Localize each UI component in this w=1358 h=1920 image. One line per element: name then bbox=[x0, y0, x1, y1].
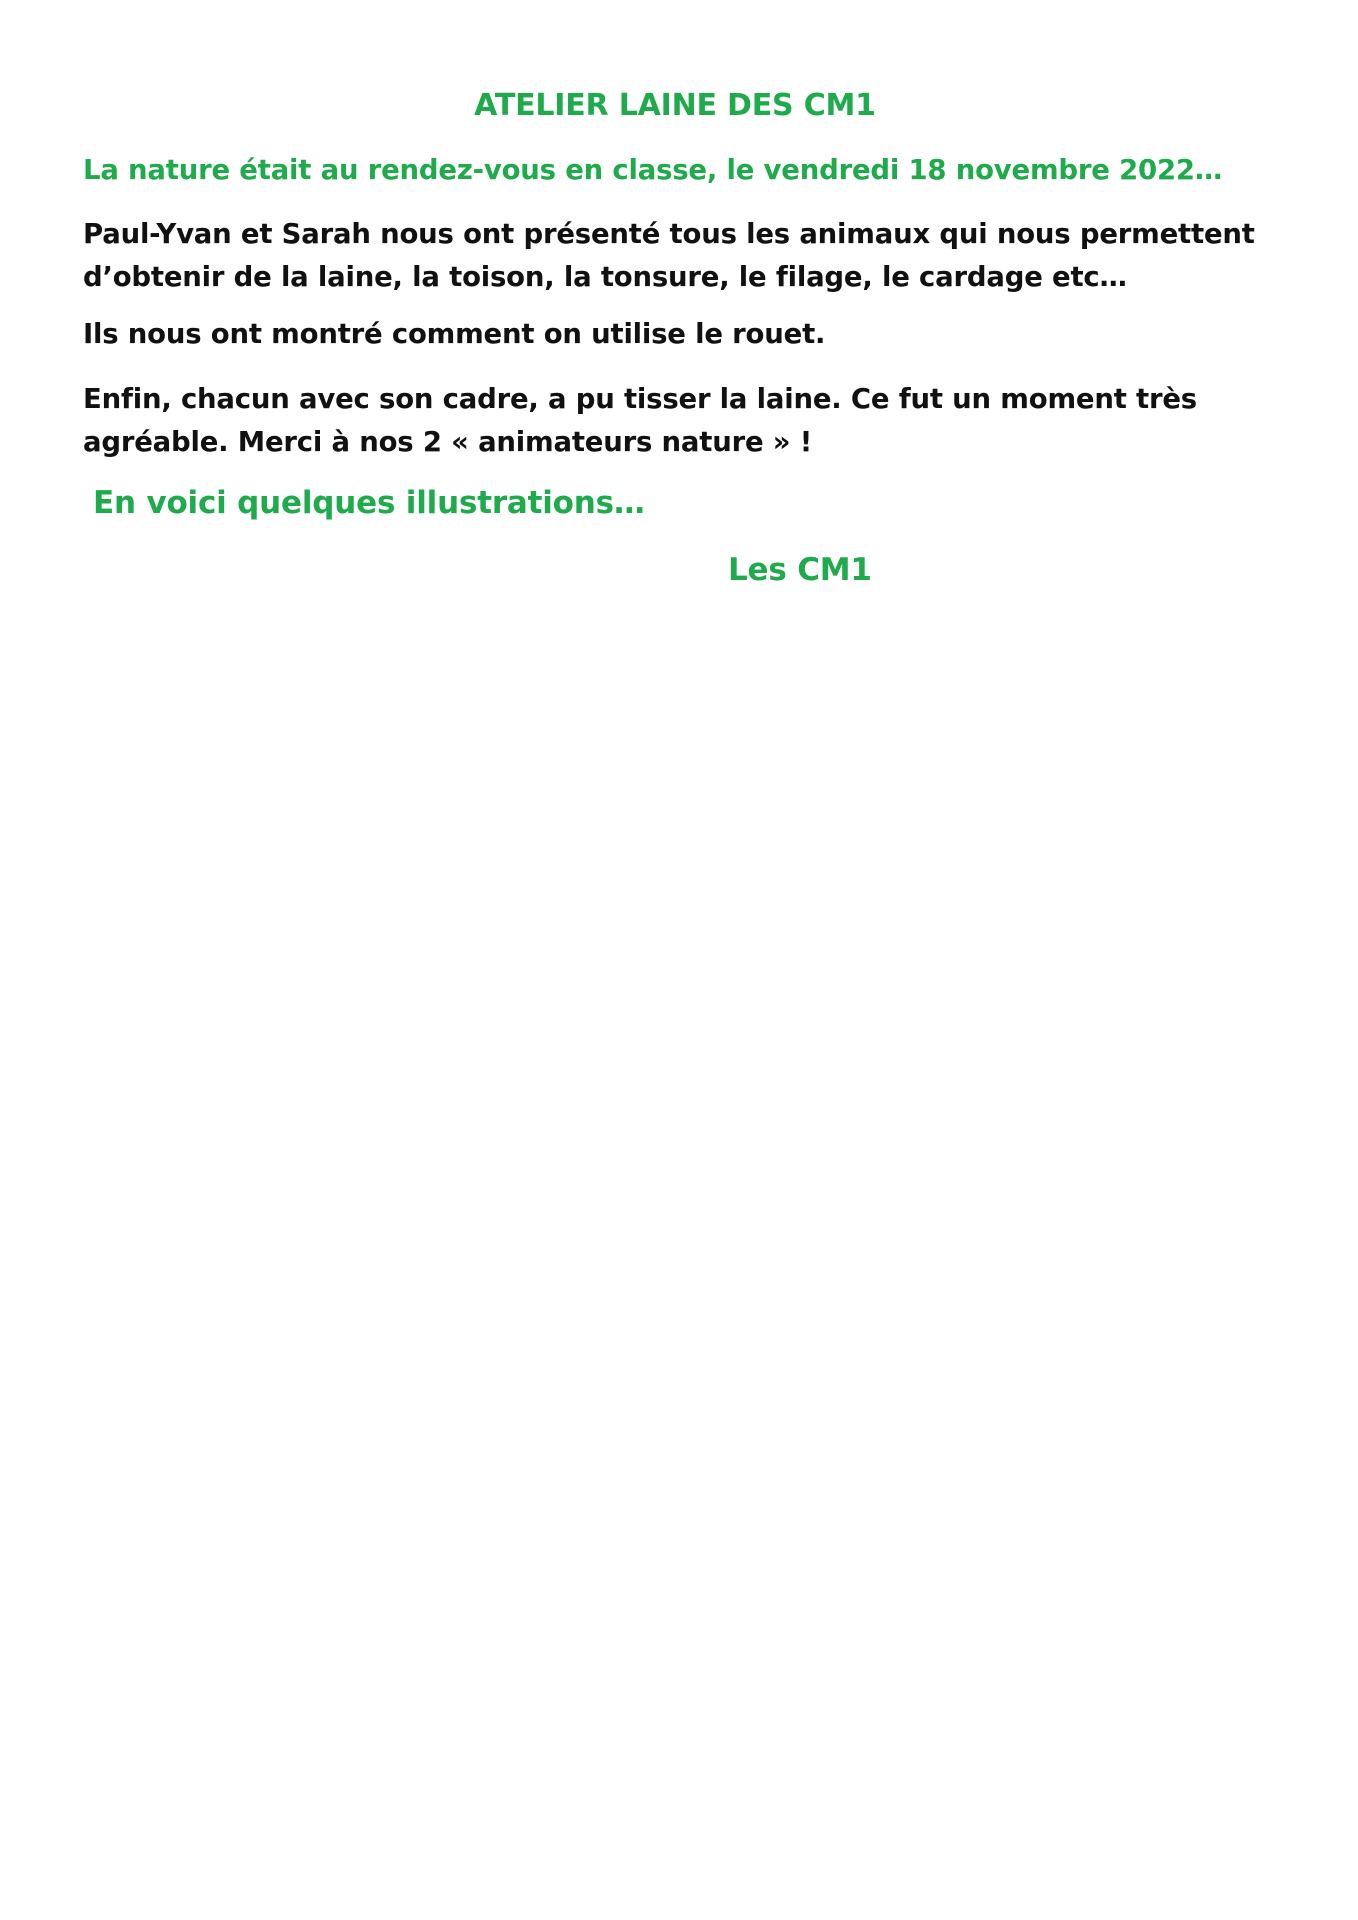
page-title-text: ATELIER LAINE DES CM1 bbox=[474, 88, 876, 123]
paragraph-conclusion-line-2: agréable. Merci à nos 2 « animateurs nature » ! bbox=[83, 426, 813, 458]
paragraph-presentation-line-1: Paul-Yvan et Sarah nous ont présenté tous les animaux qui nous permettent bbox=[83, 218, 1255, 250]
paragraph-conclusion-line-1: Enfin, chacun avec son cadre, a pu tisser la laine. Ce fut un moment très bbox=[83, 383, 1197, 415]
paragraph-presentation bbox=[83, 213, 1255, 299]
paragraph-conclusion bbox=[83, 378, 1197, 464]
illustrations-intro: En voici quelques illustrations… bbox=[93, 485, 645, 521]
page-title bbox=[0, 86, 1358, 126]
paragraph-rouet: Ils nous ont montré comment on utilise le rouet. bbox=[83, 318, 826, 350]
signature: Les CM1 bbox=[728, 552, 872, 588]
paragraph-presentation-line-2: d’obtenir de la laine, la toison, la tonsure, le filage, le cardage etc… bbox=[83, 261, 1127, 293]
subtitle: La nature était au rendez-vous en classe, le vendredi 18 novembre 2022… bbox=[83, 154, 1223, 186]
